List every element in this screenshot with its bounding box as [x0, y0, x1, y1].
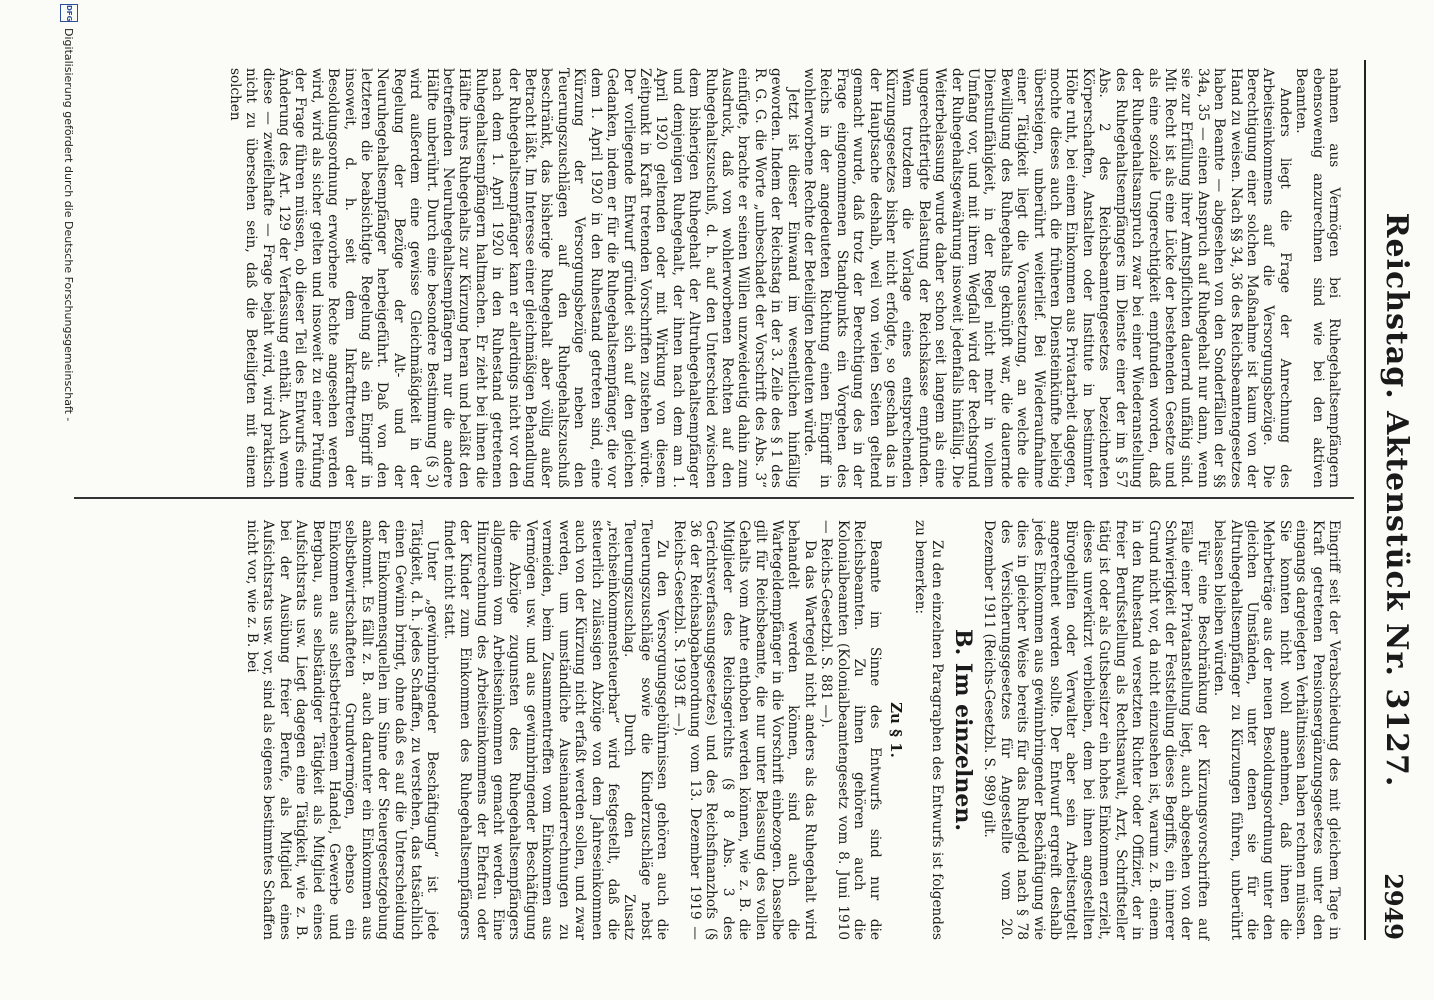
page-number: 2949: [1379, 873, 1408, 940]
page-header: [1364, 60, 1426, 940]
paragraph: Unter „gewinnbringender Beschäftigung“ ist jede Tätigkeit, d. h. jedes Schaffen, zu verstehen, das tatsächlich einen Gewinn bringt, ohne daß es auf die Unterscheidung der Einkommensquellen im Sinne der Steuergesetzgebung ankommt. Es fällt z. B. auch darunter ein Einkommen aus selbstbewirtschafteten Grundvermögen, ebenso ein Einkommen aus selbstbetriebenem Handel, Gewerbe und Bergbau, aus selbständiger Tätigkeit als Mitglied eines Aufsichtsrats usw. Liegt dagegen eine Tätigkeit, wie z. B. bei der Ausübung freier Berufe, als Mitglied eines Aufsichtsrats usw. vor, sind als eigenes bestimmtes Schaffen nicht vor, wie z. B. bei: [244, 520, 441, 940]
column-divider: [74, 497, 1354, 499]
paragraph: nahmen aus Vermögen bei Ruhegehaltsempfängern ebensowenig anzurechnen sind wie bei den aktiven Beamten.: [1293, 68, 1342, 488]
paragraph: Jetzt ist dieser Einwand im wesentlichen hinfällig geworden. Indem der Reichstag in der 3. Zeile des § 1 des R. G. G. die Worte „unbeschadet der Vorschrift des Abs. 3“ einfügte, brachte er seinen Willen unzweideutig dahin zum Ausdruck, daß von wohlerworbenen Rechten auf den Ruhegehaltszuschuß, d. h. auf den Unterschied zwischen dem bisherigen Ruhegehalt der Altruhegehaltsempfänger und demjenigen Ruhegehalt, der ihnen nach dem am 1. April 1920 geltenden oder mit Wirkung von diesem Zeitpunkt in Kraft tretenden Vorschriften zustehen würde. Der vorliegende Entwurf gründet sich auf den gleichen Gedanken, indem er für die Ruhegehaltsempfänger, die vor dem 1. April 1920 in den Ruhestand getreten sind, eine Kürzung der Versorgungsbezüge neben den Teuerungszuschlägen auf den Ruhegehaltszuschuß beschränkt, das bisherige Ruhegehalt aber völlig außer Betracht läßt. Im Interesse einer gleichmäßigen Behandlung der Ruhegehaltsempfänger kann er allerdings nicht vor den nach dem 1. April 1920 in den Ruhestand getretenen Ruhegehaltsempfängern haltmachen. Er zieht bei ihnen die Hälfte ihres Ruhegehalts zur Kürzung heran und beläßt den betreffenden Neuruhegehaltsempfängern nur die andere Hälfte unberührt. Durch eine besondere Bestimmung (§ 3) wird außerdem eine gewisse Gleichmäßigkeit in der Regelung der Bezüge der Alt- und der Neuruhegehaltsempfänger herbeigeführt. Daß von den letzteren die beabsichtigte Regelung als ein Eingriff in insoweit, d. h. seit dem Inkrafttreten der Besoldungsordnung erworbene Rechte angesehen werden wird, wird als sicher gelten und insoweit zu einer Prüfung der Frage führen müssen, ob dieser Teil des Entwurfs eine Änderung des Art. 129 der Verfassung enthält. Auch wenn diese — zweifelhafte — Frage bejaht wird, wird praktisch nicht zu übersehen sein, daß die Beteiligten mit einem solchen: [226, 68, 801, 488]
paragraph: Für eine Beschränkung der Kürzungsvorschriften auf Fälle einer Privatanstellung liegt, auch abgesehen von der Schwierigkeit der Feststellung dieses Begriffs, ein innerer Grund nicht vor, da nicht einzusehen ist, warum z. B. einem in den Ruhestand versetzten Richter oder Offizier, der in freier Berufsstellung als Rechtsanwalt, Arzt, Schriftsteller tätig ist oder als Gutsbesitzer ein hohes Einkommen erzielt, dieses unverkürzt verbleiben, dem bei ihnen angestellten Bürogehilfen oder Verwalter aber sein Arbeitsentgelt angerechnet werden sollte. Der Entwurf ergreift deshalb jedes Einkommen aus gewinnbringender Beschäftigung wie dies in gleicher Weise bereits für das Ruhegeld nach § 78 des Versicherungsgesetzes für Angestellte vom 20. Dezember 1911 (Reichs-Gesetzbl. S. 989) gilt.: [981, 520, 1211, 940]
credit-text: Digitalisierung gefördert durch die Deutsche Forschungsgemeinschaft -: [62, 28, 76, 422]
left-column: [226, 68, 1342, 488]
running-title: Reichstag. Aktenstück Nr. 3127.: [1379, 212, 1414, 788]
paragraph-heading: Zu § 1.: [886, 702, 905, 758]
dfg-logo-icon: DFG: [60, 4, 78, 22]
paragraph: Eingriff seit der Verabschiedung des mit gleichem Tage in Kraft getretenen Pensionsergänzungsgesetzes unter den eingangs dargelegten Verhältnissen haben rechnen müssen. Sie konnten nicht wohl annehmen, daß ihnen die Mehrbeträge aus der neuen Besoldungsordnung unter den gleichen Umständen, unter denen sie für die Altruhegehaltsempfänger zu Kürzungen führen, unberührt belassen bleiben würden.: [1211, 520, 1342, 940]
paragraph: Da das Wartegeld nicht anders als das Ruhegehalt wird behandelt werden können, sind auch die Wartegeldempfänger in die Vorschrift einbezogen. Dasselbe gilt für Reichsbeamte, die nur unter Belassung des vollen Gehalts vom Amte enthoben werden können, wie z. B. die Mitglieder des Reichsgerichts (§ 8 Abs. 3 des Gerichtsverfassungsgesetzes) und des Reichsfinanzhofs (§ 36 der Reichsabgabenordnung vom 13. Dezember 1919 — Reichs-Gesetzbl. S. 1993 ff. —).: [670, 520, 818, 940]
section-heading: B. Im einzelnen.: [950, 629, 977, 831]
right-column: [244, 520, 1342, 940]
digitization-credit: [60, 4, 78, 996]
paragraph: Zu den Versorgungsgebührnissen gehören auch die Teuerungszuschläge sowie die Kinderzuschläge nebst Teuerungszuschlag. Durch den Zusatz „reichseinkommensteuerbar“ wird festgestellt, daß die steuerlich zulässigen Abzüge von dem Jahreseinkommen auch von der Kürzung nicht erfaßt werden sollen, und zwar werden, um umständliche Auseinanderrechnungen zu vermeiden, beim Zusammentreffen vom Einkommen aus Vermögen usw. und aus gewinnbringender Beschäftigung die Abzüge zugunsten des Ruhegehaltsempfängers allgemein vom Arbeitseinkommen gemacht werden. Eine Hinzurechnung des Arbeitseinkommens der Ehefrau oder der Kinder zum Einkommen des Ruhegehaltsempfängers findet nicht statt.: [440, 520, 671, 940]
section-intro: Zu den einzelnen Paragraphen des Entwurfs ist folgendes zu bemerken:: [912, 520, 945, 940]
paragraph: Anders liegt die Frage der Anrechnung des Arbeitseinkommens auf die Versorgungsbezüge. Die Berechtigung einer solchen Maßnahme ist kaum von der Hand zu weisen. Nach §§ 34, 36 des Reichsbeamtengesetzes haben Beamte — abgesehen von den Sonderfällen der §§ 34a, 35 — einen Anspruch auf Ruhegehalt nur dann, wenn sie zur Erfüllung ihrer Amtspflichten dauernd unfähig sind. Mit Recht ist als eine Lücke der bestehenden Gesetze und als eine soziale Ungerechtigkeit empfunden worden, daß der Ruhegehaltsanspruch zwar bei einer Wiederanstellung des Ruhegehaltsempfängers im Dienste einer der im § 57 Abs. 2 des Reichsbeamtengesetzes bezeichneten Körperschaften, Anstalten oder Institute in bestimmter Höhe ruht, bei einem Einkommen aus Privatarbeit dagegen, mochte dieses auch die früheren Diensteinkünfte beliebig übersteigen, unberührt weiterlief. Bei Wiederaufnahme einer Tätigkeit liegt die Voraussetzung, an welche die Bewilligung des Ruhegehalts geknüpft war, die dauernde Dienstunfähigkeit, in der Regel nicht mehr in vollem Umfang vor, und mit ihrem Wegfall wird der Rechtsgrund der Ruhegehaltsgewährung insoweit jedenfalls hinfällig. Die Weiterbelassung wurde daher schon seit langem als eine ungerechtfertigte Belastung der Reichskasse empfunden. Wenn trotzdem die Vorlage eines entsprechenden Kürzungsgesetzes bisher nicht erfolgte, so geschah das in der Hauptsache deshalb, weil von vielen Seiten geltend gemacht wurde, daß trotz der Berechtigung des in der Frage eingenommenen Standpunkts ein Vorgehen des Reichs in der angedeuteten Richtung einen Eingriff in wohlerworbene Rechte der Beteiligten bedeuten würde.: [801, 68, 1293, 488]
paragraph: Beamte im Sinne des Entwurfs sind nur die Reichsbeamten. Zu ihnen gehören auch die Kolonialbeamten (Kolonialbeamtengesetz vom 8. Juni 1910 — Reichs-Gesetzbl. S. 881 —).: [818, 520, 884, 940]
